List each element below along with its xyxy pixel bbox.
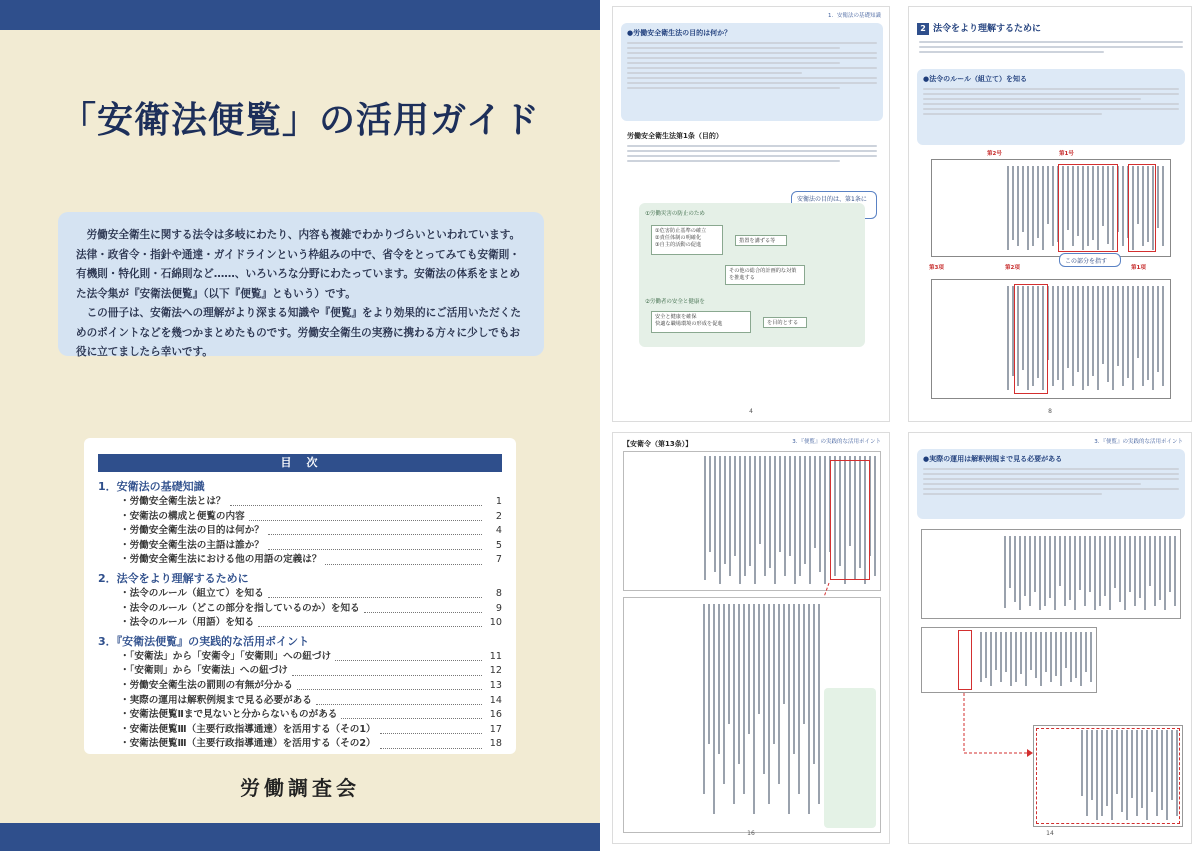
diagram-bottom-box (651, 311, 751, 333)
text-column (1117, 286, 1119, 366)
text-column (1022, 166, 1024, 232)
text-column (733, 604, 735, 804)
text-column (728, 604, 730, 724)
interpretation-scan (1033, 725, 1183, 827)
text-column (1127, 286, 1129, 378)
toc-section-3-title: 3．『安衛法便覧』の実践的な活用ポイント (98, 634, 310, 648)
text-column (1017, 166, 1019, 246)
toc-item-page: 1 (495, 496, 502, 507)
text-line (627, 87, 840, 89)
toc-item-text: ・労働安全衛生法における他の用語の定義は？ (120, 554, 322, 566)
purpose-callout: 安衛法の目的は、第1条に (791, 191, 877, 219)
text-column (1062, 286, 1064, 390)
diagram-bottom-item: 快適な職場環境の形成を促進 (655, 321, 723, 327)
text-column (778, 604, 780, 784)
toc-section-1-title: 1．安衛法の基礎知識 (98, 480, 205, 493)
text-column (1082, 286, 1084, 390)
diagram-top-label: ①労働災害の防止のため (645, 211, 705, 217)
text-column (753, 604, 755, 814)
text-column (803, 604, 805, 724)
purpose-box-heading: ●労働安全衛生法の目的は何か？ (627, 29, 732, 37)
text-column (718, 604, 720, 754)
diagram-items-box (651, 225, 723, 255)
text-column (1122, 166, 1124, 246)
toc-item-text: ・「安衛法」から「安衛令」「安衛則」への紐づけ (120, 650, 332, 662)
diagram-bottom-item: 安全と健康を確保 (655, 314, 697, 320)
rules-box (917, 69, 1185, 145)
toc-section-2-title: 2．法令をより理解するために (98, 571, 249, 585)
text-column (1112, 286, 1114, 390)
text-line (627, 155, 877, 157)
toc-leader (316, 697, 482, 705)
page-running-head: 3．『便覧』の実践的な活用ポイント (1094, 439, 1183, 445)
text-column (1102, 286, 1104, 364)
toc-item-page: 11 (489, 650, 502, 662)
text-line (627, 67, 877, 69)
toc-item-page: 16 (489, 709, 502, 721)
text-line (923, 103, 1179, 105)
text-column (1152, 286, 1154, 390)
text-column (1087, 286, 1089, 386)
highlight-interpretation (1036, 728, 1180, 824)
toc-leader (380, 741, 482, 749)
toc-leader (268, 527, 482, 535)
sample-page-4 (612, 6, 890, 422)
text-column (818, 604, 820, 804)
text-column (1007, 286, 1009, 390)
text-column (1072, 286, 1074, 386)
publisher-name: 労働調査会 (240, 776, 360, 800)
toc-item[interactable] (98, 737, 502, 752)
text-column (1057, 286, 1059, 380)
operation-box-heading: ●実際の運用は解釈例規まで見る必要がある (923, 455, 1063, 463)
toc-item-text: ・法令のルール（組立て）を知る (120, 587, 264, 599)
text-column (783, 604, 785, 704)
label-para-3: 第3項 (929, 265, 944, 271)
diagram-goal: を目的とする (763, 317, 807, 328)
text-column (773, 604, 775, 744)
text-column (703, 604, 705, 794)
toc-item[interactable] (98, 602, 502, 617)
text-line (627, 150, 877, 152)
toc-item-page: 12 (489, 665, 502, 677)
page-running-head: 1．安衛法の基礎知識 (828, 13, 881, 19)
statute-scan (931, 159, 1171, 257)
diagram-item: ③自主的活動の促進 (655, 242, 702, 248)
article-heading: 労働安全衛生法第1条（目的） (627, 132, 723, 140)
text-line (627, 160, 840, 162)
diagram-measures: 措置を講ずる等 (735, 235, 787, 246)
article-block (627, 131, 877, 165)
text-column (1077, 286, 1079, 372)
text-column (1162, 286, 1164, 386)
toc-item-page: 5 (495, 539, 502, 551)
toc-item-text: ・法令のルール（どこの部分を指しているのか）を知る (120, 602, 360, 614)
toc-item[interactable] (98, 539, 502, 554)
toc-item[interactable] (98, 510, 502, 525)
highlight-item-2 (1058, 164, 1118, 252)
text-column (1032, 166, 1034, 246)
text-column (793, 604, 795, 754)
text-column (1142, 286, 1144, 386)
text-column (1107, 286, 1109, 382)
cover-bottom-band (0, 823, 600, 851)
text-column (1157, 286, 1159, 372)
toc-item-page: 4 (495, 525, 502, 537)
sample-page-14 (908, 432, 1192, 844)
toc-item-text: ・法令のルール（用語）を知る (120, 617, 255, 629)
toc-item[interactable] (98, 664, 502, 679)
text-line (923, 88, 1179, 90)
text-line (627, 72, 802, 74)
intro-box (58, 212, 544, 356)
highlight-item-1 (1128, 164, 1156, 252)
toc-leader (297, 682, 482, 690)
text-line (627, 52, 877, 54)
text-column (1162, 166, 1164, 246)
toc-leader (325, 557, 482, 565)
toc-item-page: 2 (495, 510, 502, 522)
toc-item-text: ・労働安全衛生法の目的は何か？ (120, 525, 264, 537)
toc-item[interactable] (98, 553, 502, 568)
page-number: 4 (749, 408, 753, 415)
text-column (1122, 286, 1124, 386)
text-line (919, 46, 1183, 48)
sample-page-8 (908, 6, 1192, 422)
text-line (627, 82, 877, 84)
diagram-item: ①危害防止基準の確立 (655, 228, 707, 234)
diagram-comprehensive: その他の総合的計画的な対策を推進する (725, 265, 805, 285)
toc-item-page: 13 (489, 679, 502, 691)
toc-item-page: 18 (489, 738, 502, 750)
toc-item[interactable] (98, 650, 502, 665)
purpose-box (621, 23, 883, 121)
toc-item-text: ・「安衛則」から「安衛法」への紐づけ (120, 665, 288, 677)
toc-item-text: ・実際の運用は解釈例規まで見る必要がある (120, 694, 312, 706)
text-line (923, 93, 1179, 95)
label-item-1: 第1号 (1059, 151, 1074, 157)
text-line (923, 108, 1179, 110)
toc-item-text: ・労働安全衛生法の罰則の有無が分かる (120, 679, 293, 691)
text-column (1042, 166, 1044, 250)
text-column (1097, 286, 1099, 390)
text-column (808, 604, 810, 814)
text-line (919, 41, 1183, 43)
toc-item-text: ・労働安全衛生法とは？ (120, 496, 226, 507)
purpose-diagram (639, 203, 865, 347)
text-column (1052, 286, 1054, 386)
toc-item-page: 10 (489, 617, 502, 629)
text-line (627, 77, 877, 79)
pointer-note: この部分を指す (1059, 253, 1121, 267)
text-column (798, 604, 800, 794)
text-column (708, 604, 710, 744)
text-column (1037, 166, 1039, 238)
text-column (813, 604, 815, 764)
text-line (919, 51, 1104, 53)
text-column (768, 604, 770, 804)
label-para-2: 第2項 (1005, 265, 1020, 271)
text-column (763, 604, 765, 774)
diagram-item: ②責任体制の明確化 (655, 235, 702, 241)
appended-table (623, 597, 881, 833)
toc-item-page: 8 (495, 587, 502, 599)
text-column (1067, 286, 1069, 368)
text-column (1047, 166, 1049, 224)
toc-item-page: 9 (495, 602, 502, 614)
page-number: 8 (1048, 408, 1052, 415)
text-column (1012, 166, 1014, 240)
sample-page-16 (612, 432, 890, 844)
text-line (627, 145, 877, 147)
vertical-text (940, 286, 1164, 394)
toc-leader (268, 542, 482, 550)
toc-item[interactable] (98, 723, 502, 738)
toc-leader (364, 605, 482, 613)
text-column (1132, 286, 1134, 390)
cover-top-band (0, 0, 600, 30)
toc-item[interactable] (98, 587, 502, 602)
table-of-contents (84, 438, 516, 754)
toc-item-text: ・安衛法便覧Ⅲ（主要行政指導通達）を活用する（その2） (120, 738, 376, 750)
toc-item-page: 17 (489, 723, 502, 735)
text-line (923, 113, 1102, 115)
text-column (713, 604, 715, 814)
page-number: 14 (1046, 830, 1054, 837)
cover-title: 「安衛法便覧」の活用ガイド (60, 99, 540, 141)
text-column (748, 604, 750, 734)
toc-item-text: ・安衛法の構成と便覧の内容 (120, 510, 245, 522)
text-column (738, 604, 740, 764)
label-para-1: 第1項 (1131, 265, 1146, 271)
page-title: 【安衛令（第13条）】 (623, 440, 693, 448)
text-column (1157, 166, 1159, 228)
section-heading (917, 21, 1041, 35)
text-column (1007, 166, 1009, 250)
statute-scan-2 (931, 279, 1171, 399)
annotation-box (824, 688, 876, 828)
text-column (1027, 166, 1029, 250)
toc-item[interactable] (98, 616, 502, 631)
toc-item-text: ・安衛法便覧Ⅱまで見ないと分からないものがある (120, 709, 338, 721)
text-line (627, 62, 840, 64)
label-item-2: 第2号 (987, 151, 1002, 157)
toc-leader (268, 590, 482, 598)
text-column (1137, 286, 1139, 358)
page-number: 16 (747, 830, 755, 837)
text-column (788, 604, 790, 814)
toc-leader (380, 726, 482, 734)
highlight-box (1014, 284, 1048, 394)
toc-leader (335, 653, 482, 661)
diagram-bottom-label: ②労働者の安全と健康を (645, 299, 705, 305)
reference-arrow-line (964, 693, 1027, 753)
vertical-text (630, 604, 820, 826)
text-column (1092, 286, 1094, 376)
intro-paragraph-1: 労働安全衛生に関する法令は多岐にわたり、内容も複雑でわかりづらいといわれています。法律・政省令・指針や通達・ガイドラインという枠組みの中で、省令をとってみても安衛則・有機則・特化則・石綿則など……、いろいろな分野にわたっています。安衛法の体系をまとめた法令集が『安衛法便覧』（以下『便覧』ともいう）です。 (76, 229, 521, 300)
text-column (1052, 166, 1054, 246)
text-column (723, 604, 725, 784)
toc-item[interactable] (98, 524, 502, 539)
toc-item[interactable] (98, 495, 502, 510)
text-line (923, 98, 1141, 100)
toc-item[interactable] (98, 694, 502, 709)
text-line (627, 57, 877, 59)
toc-item-text: ・労働安全衛生法の主語は誰か？ (120, 539, 264, 551)
toc-header: 目 次 (98, 454, 502, 472)
page-running-head: 3．『便覧』の実践的な活用ポイント (792, 439, 881, 445)
intro-lines (919, 41, 1183, 56)
toc-item-text: ・安衛法便覧Ⅲ（主要行政指導通達）を活用する（その1） (120, 723, 376, 735)
text-column (743, 604, 745, 794)
rules-box-heading: ●法令のルール（組立て）を知る (923, 75, 1027, 83)
text-line (627, 47, 840, 49)
toc-item-page: 7 (495, 554, 502, 566)
toc-item[interactable] (98, 708, 502, 723)
toc-item-page: 14 (489, 694, 502, 706)
intro-paragraph-2: この冊子は、安衛法への理解がより深まる知識や『便覧』をより効果的にご活用いただくためのポイントなどを幾つかまとめたものです。労働安全衛生の実務に携わる方々に少しでもお役に立てましたら幸いです。 (76, 307, 521, 358)
toc-leader (258, 619, 482, 627)
section-number: 2 (917, 23, 929, 35)
toc-leader (249, 513, 482, 521)
text-column (1147, 286, 1149, 380)
text-line (627, 42, 877, 44)
toc-leader (341, 711, 482, 719)
toc-leader (292, 668, 482, 676)
text-column (758, 604, 760, 714)
section-title: 法令をより理解するために (933, 24, 1042, 34)
toc-leader (230, 498, 482, 506)
toc-item[interactable] (98, 679, 502, 694)
